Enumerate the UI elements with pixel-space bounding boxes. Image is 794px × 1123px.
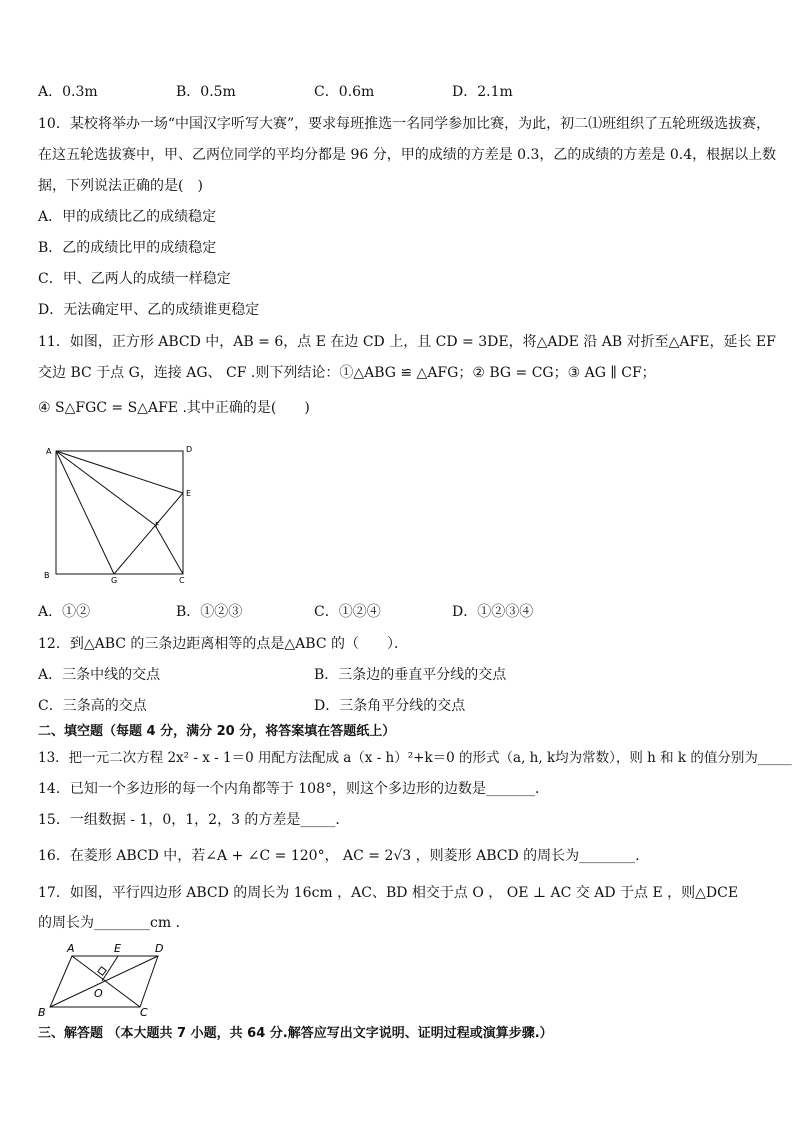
section-2-heading: 二、填空题（每题 4 分，满分 20 分，将答案填在答题纸上）	[38, 724, 396, 739]
q10-option-b: B．乙的成绩比甲的成绩稳定	[38, 240, 217, 256]
q10-option-a: A．甲的成绩比乙的成绩稳定	[38, 209, 217, 225]
q9-option-a: A．0.3m	[38, 84, 98, 100]
q10-option-c: C．甲、乙两人的成绩一样稳定	[38, 271, 231, 287]
label-f: F	[155, 521, 160, 530]
label-b: B	[44, 571, 50, 580]
label-b: B	[38, 1006, 46, 1019]
q10-option-d: D．无法确定甲、乙的成绩谁更稳定	[38, 302, 260, 318]
q17-text-line2: 的周长为________cm ．	[38, 915, 190, 931]
q11-option-d: D．①②③④	[452, 604, 534, 620]
q12-option-a: A．三条中线的交点	[38, 667, 161, 683]
q11-text-line3: ④ S△FGC = S△AFE .其中正确的是( )	[38, 400, 310, 416]
q12-option-d: D．三条角平分线的交点	[314, 698, 466, 714]
label-e: E	[186, 489, 192, 498]
label-d: D	[155, 942, 164, 955]
q10-text-line2: 在这五轮选拔赛中，甲、乙两位同学的平均分都是 96 分，甲的成绩的方差是 0.3，乙的成绩的方差是 0.4，根据以上数	[38, 147, 777, 163]
label-a: A	[46, 447, 52, 456]
q11-option-c: C．①②④	[314, 604, 381, 620]
q9-option-c: C．0.6m	[314, 84, 375, 100]
parallelogram-figure	[30, 940, 180, 1020]
q9-option-b: B．0.5m	[176, 84, 236, 100]
q11-text-line2: 交边 BC 于点 G，连接 AG、 CF .则下列结论：①△ABG ≌ △AFG；② BG = CG；③ AG ∥ CF；	[38, 365, 656, 381]
label-d: D	[186, 445, 193, 454]
q17-text-line1: 17．如图，平行四边形 ABCD 的周长为 16cm ，AC、BD 相交于点 O ， OE ⊥ AC 交 AD 于点 E ，则△DCE	[38, 885, 739, 901]
q15-text: 15．一组数据 - 1，0，1，2，3 的方差是_____．	[38, 812, 350, 828]
label-a: A	[67, 942, 75, 955]
q16-text: 16．在菱形 ABCD 中，若∠A + ∠C = 120°， AC = 2√3 ，则菱形 ABCD 的周长为________.	[38, 848, 640, 864]
q13-text: 13．把一元二次方程 2x² - x - 1＝0 用配方法配成 a（x - h）²+k＝0 的形式（a, h, k均为常数），则 h 和 k 的值分别为_____	[38, 750, 792, 766]
label-c: C	[140, 1006, 148, 1019]
q11-text-line1: 11．如图，正方形 ABCD 中，AB = 6，点 E 在边 CD 上，且 CD = 3DE，将△ADE 沿 AB 对折至△AFE，延长 EF	[38, 334, 776, 350]
q11-option-b: B．①②③	[176, 604, 243, 620]
q11-option-a: A．①②	[38, 604, 91, 620]
label-g: G	[111, 576, 118, 585]
q9-option-d: D．2.1m	[452, 84, 513, 100]
label-e: E	[114, 942, 121, 955]
section-3-heading: 三、解答题 （本大题共 7 小题，共 64 分.解答应写出文字说明、证明过程或演算步骤.）	[38, 1026, 553, 1041]
q12-option-b: B．三条边的垂直平分线的交点	[314, 667, 507, 683]
q10-text-line1: 10．某校将举办一场“中国汉字听写大赛”，要求每班推选一名同学参加比赛，为此，初二⑴班组织了五轮班级选拔赛，	[38, 116, 771, 132]
q12-option-c: C．三条高的交点	[38, 698, 147, 714]
square-figure	[38, 440, 198, 585]
q10-text-line3: 据，下列说法正确的是( )	[38, 178, 203, 194]
label-o: O	[94, 987, 103, 1000]
label-c: C	[179, 576, 185, 585]
q12-text: 12．到△ABC 的三条边距离相等的点是△ABC 的（ ）．	[38, 636, 408, 652]
q14-text: 14．已知一个多边形的每一个内角都等于 108°，则这个多边形的边数是_______．	[38, 781, 549, 797]
